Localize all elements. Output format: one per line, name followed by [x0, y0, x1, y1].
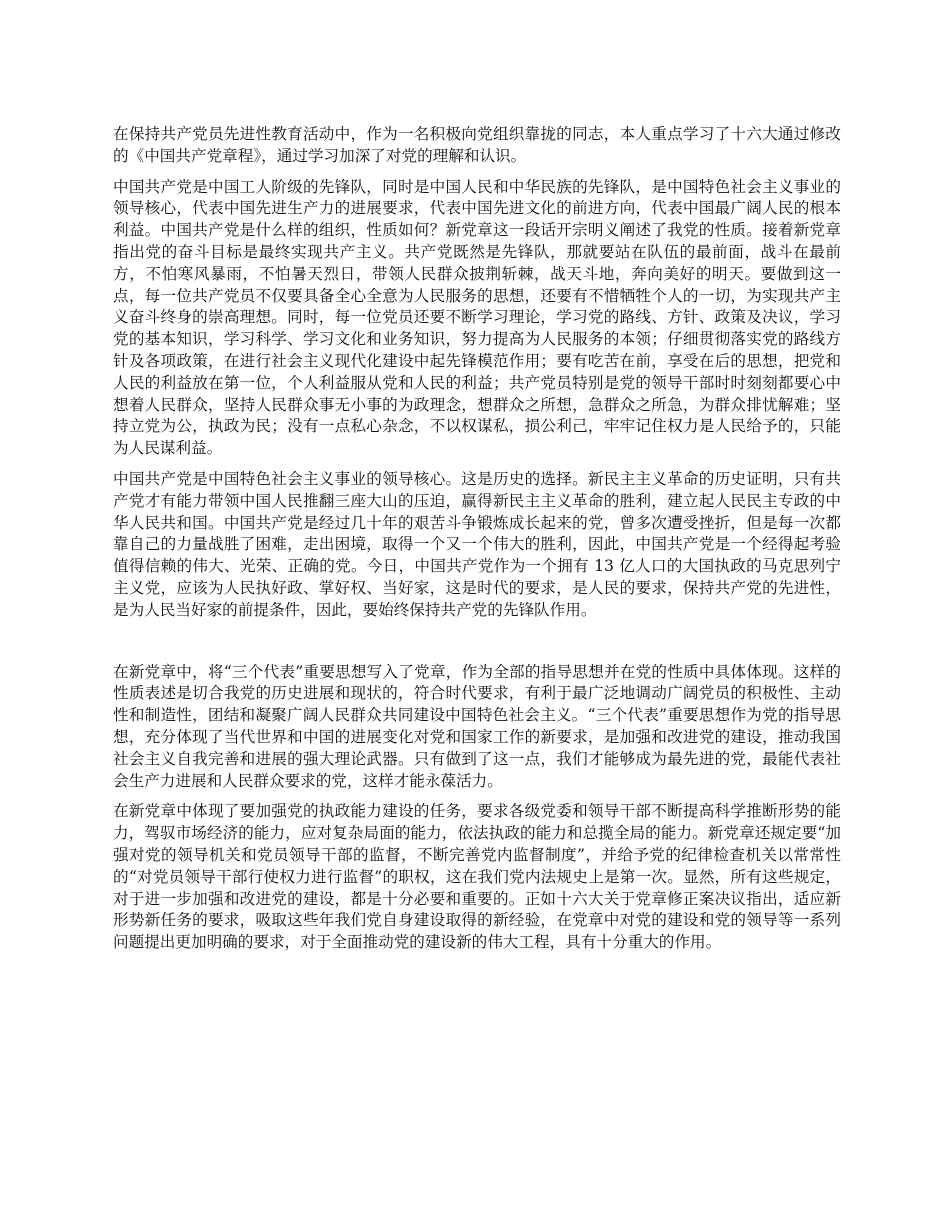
- paragraph-leadership-core: 中国共产党是中国特色社会主义事业的领导核心。这是历史的选择。新民主主义革命的历史证明，只有共产党才有能力带领中国人民推翻三座大山的压迫，赢得新民主主义革命的胜利，建立起人民民主专政的中华人民共和国。中国共产党是经过几十年的艰苦斗争锻炼成长起来的党，曾多次遭受挫折，但是每一次都靠自己的力量战胜了困难，走出困境，取得一个又一个伟大的胜利，因此，中国共产党是一个经得起考验值得信赖的伟大、光荣、正确的党。今日，中国共产党作为一个拥有 13 亿人口的大国执政的马克思列宁主义党，应该为人民执好政、掌好权、当好家，这是时代的要求，是人民的要求，保持共产党的先进性，是为人民当好家的前提条件，因此，要始终保持共产党的先锋队作用。: [113, 469, 841, 619]
- paragraph-intro: 在保持共产党员先进性教育活动中，作为一名积极向党组织靠拢的同志，本人重点学习了十六大通过修改的《中国共产党章程》，通过学习加深了对党的理解和认识。: [113, 125, 841, 165]
- paragraph-party-nature: 中国共产党是中国工人阶级的先锋队，同时是中国人民和中华民族的先锋队，是中国特色社会主义事业的领导核心，代表中国先进生产力的进展要求，代表中国先进文化的前进方向，代表中国最广阔人民的根本利益。中国共产党是什么样的组织，性质如何？新党章这一段话开宗明义阐述了我党的性质。接着新党章指出党的奋斗目标是最终实现共产主义。共产党既然是先锋队，那就要站在队伍的最前面，战斗在最前方，不怕寒风暴雨，不怕暑天烈日，带领人民群众披荆斩棘，战天斗地，奔向美好的明天。要做到这一点，每一位共产党员不仅要具备全心全意为人民服务的思想，还要有不惜牺牲个人的一切，为实现共产主义奋斗终身的崇高理想。同时，每一位党员还要不断学习理论，学习党的路线、方针、政策及决议，学习党的基本知识，学习科学、学习文化和业务知识，努力提高为人民服务的本领；仔细贯彻落实党的路线方针及各项政策，在进行社会主义现代化建设中起先锋模范作用；要有吃苦在前，享受在后的思想，把党和人民的利益放在第一位，个人利益服从党和人民的利益；共产党员特别是党的领导干部时时刻刻都要心中想着人民群众，坚持人民群众事无小事的为政理念，想群众之所想，急群众之所急，为群众排忧解难；坚持立党为公，执政为民；没有一点私心杂念，不以权谋私，损公利己，牢牢记住权力是人民给予的，只能为人民谋利益。: [113, 177, 841, 458]
- document-body: [113, 124, 841, 963]
- paragraph-governing-capacity: 在新党章中体现了要加强党的执政能力建设的任务，要求各级党委和领导干部不断提高科学推断形势的能力，驾驭市场经济的能力，应对复杂局面的能力，依法执政的能力和总揽全局的能力。新党章还规定要“加强对党的领导机关和党员领导干部的监督，不断完善党内监督制度”，并给予党的纪律检查机关以常常性的“对党员领导干部行使权力进行监督”的职权，这在我们党内法规史上是第一次。显然，所有这些规定，对于进一步加强和改进党的建设，都是十分必要和重要的。正如十六大关于党章修正案决议指出，适应新形势新任务的要求，吸取这些年我们党自身建设取得的新经验，在党章中对党的建设和党的领导等一系列问题提出更加明确的要求，对于全面推动党的建设新的伟大工程，具有十分重大的作用。: [113, 802, 841, 952]
- paragraph-three-represents: 在新党章中，将“三个代表”重要思想写入了党章，作为全部的指导思想并在党的性质中具体体现。这样的性质表述是切合我党的历史进展和现状的，符合时代要求，有利于最广泛地调动广阔党员的积极性、主动性和制造性，团结和凝聚广阔人民群众共同建设中国特色社会主义。“三个代表”重要思想作为党的指导思想，充分体现了当代世界和中国的进展变化对党和国家工作的新要求，是加强和改进党的建设，推动我国社会主义自我完善和进展的强大理论武器。只有做到了这一点，我们才能够成为最先进的党，最能代表社会生产力进展和人民群众要求的党，这样才能永葆活力。: [113, 662, 841, 790]
